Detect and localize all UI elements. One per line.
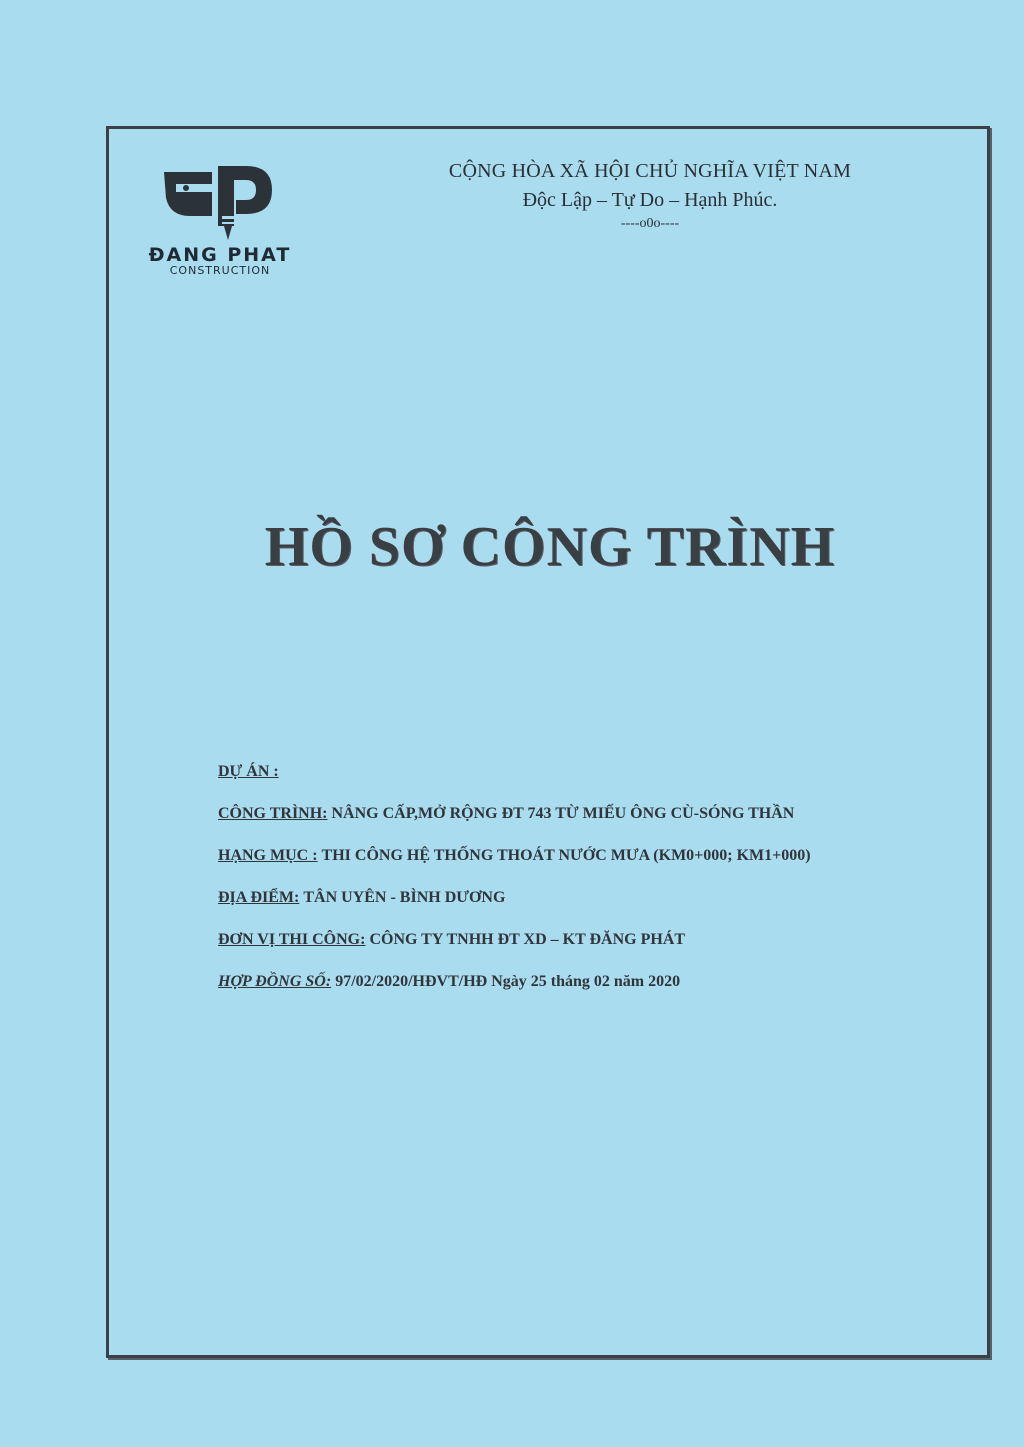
don-vi-label: ĐƠN VỊ THI CÔNG: (218, 931, 366, 948)
detail-row-du-an (218, 758, 958, 800)
cong-trinh-label: CÔNG TRÌNH: (218, 805, 328, 822)
company-logo-mark (162, 160, 278, 244)
don-vi-value: CÔNG TY TNHH ĐT XD – KT ĐĂNG PHÁT (369, 931, 686, 948)
document-title: HỒ SƠ CÔNG TRÌNH (264, 516, 836, 578)
header-separator: ----o0o---- (620, 216, 680, 231)
national-header (400, 156, 900, 234)
dia-diem-label: ĐỊA ĐIỂM: (218, 889, 300, 906)
detail-row-hop-dong (218, 968, 958, 1010)
national-motto: Độc Lập – Tự Do – Hạnh Phúc. (522, 189, 778, 211)
detail-row-dia-diem (218, 884, 958, 926)
detail-row-cong-trinh (218, 800, 958, 842)
du-an-label: DỰ ÁN : (218, 763, 279, 780)
detail-row-hang-muc (218, 842, 958, 884)
page-border-frame (106, 126, 990, 1358)
detail-row-don-vi (218, 926, 958, 968)
country-name: CỘNG HÒA XÃ HỘI CHỦ NGHĨA VIỆT NAM (448, 160, 852, 182)
logo-company-name: ĐANG PHAT (148, 244, 292, 266)
hop-dong-label: HỢP ĐỒNG SỐ: (218, 973, 332, 990)
logo-company-subtitle: CONSTRUCTION (169, 264, 271, 277)
cong-trinh-value: NÂNG CẤP,MỞ RỘNG ĐT 743 TỪ MIẾU ÔNG CÙ-SÓNG THẦN (331, 805, 795, 822)
company-logo (135, 160, 305, 280)
hop-dong-value: 97/02/2020/HĐVT/HĐ Ngày 25 tháng 02 năm 2020 (335, 973, 681, 990)
project-details (218, 758, 958, 1010)
hang-muc-value: THI CÔNG HỆ THỐNG THOÁT NƯỚC MƯA (KM0+000; KM1+000) (321, 847, 811, 864)
hang-muc-label: HẠNG MỤC : (218, 847, 318, 864)
dia-diem-value: TÂN UYÊN - BÌNH DƯƠNG (303, 889, 506, 906)
